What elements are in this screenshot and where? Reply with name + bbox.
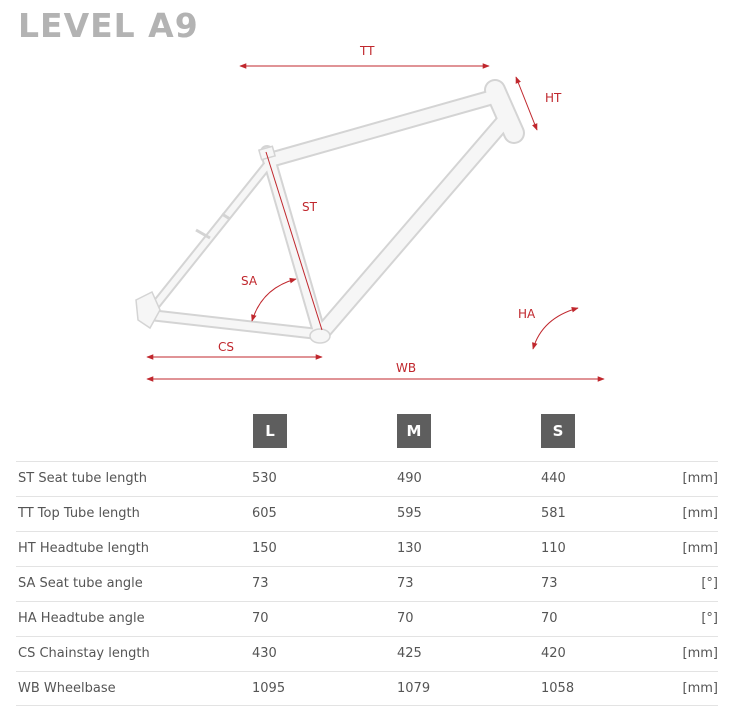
row-unit: [mm] bbox=[682, 471, 718, 486]
table-row-sa bbox=[16, 566, 718, 601]
row-unit: [mm] bbox=[682, 681, 718, 696]
ha-angle-arc bbox=[533, 308, 578, 349]
table-row-ha bbox=[16, 601, 718, 636]
row-label: HT Headtube length bbox=[18, 541, 149, 556]
sa-label: SA bbox=[241, 274, 258, 288]
value-l: 430 bbox=[252, 646, 277, 661]
table-row-tt bbox=[16, 496, 718, 531]
row-label: WB Wheelbase bbox=[18, 681, 116, 696]
row-unit: [mm] bbox=[682, 646, 718, 661]
value-s: 73 bbox=[541, 576, 558, 591]
row-label: ST Seat tube length bbox=[18, 471, 147, 486]
row-label: TT Top Tube length bbox=[18, 506, 140, 521]
value-s: 581 bbox=[541, 506, 566, 521]
size-badge-l: L bbox=[253, 414, 287, 448]
value-l: 605 bbox=[252, 506, 277, 521]
row-unit: [°] bbox=[701, 611, 718, 626]
value-s: 110 bbox=[541, 541, 566, 556]
value-l: 70 bbox=[252, 611, 269, 626]
table-row-wb bbox=[16, 671, 718, 706]
bike-frame bbox=[136, 90, 514, 343]
value-s: 1058 bbox=[541, 681, 575, 696]
cs-label: CS bbox=[218, 340, 234, 354]
size-badge-s: S bbox=[541, 414, 575, 448]
st-label: ST bbox=[302, 200, 317, 214]
value-s: 420 bbox=[541, 646, 566, 661]
sa-angle-arc bbox=[252, 279, 296, 321]
value-l: 530 bbox=[252, 471, 277, 486]
value-m: 130 bbox=[397, 541, 422, 556]
ht-label: HT bbox=[545, 91, 562, 105]
value-l: 73 bbox=[252, 576, 269, 591]
value-l: 150 bbox=[252, 541, 277, 556]
value-m: 425 bbox=[397, 646, 422, 661]
row-label: SA Seat tube angle bbox=[18, 576, 143, 591]
st-dimension-line bbox=[266, 152, 322, 330]
geometry-table bbox=[16, 461, 718, 706]
table-row-cs bbox=[16, 636, 718, 671]
value-m: 1079 bbox=[397, 681, 431, 696]
value-m: 70 bbox=[397, 611, 414, 626]
value-m: 595 bbox=[397, 506, 422, 521]
value-s: 440 bbox=[541, 471, 566, 486]
value-l: 1095 bbox=[252, 681, 286, 696]
wb-label: WB bbox=[396, 361, 417, 375]
page-title: LEVEL A9 bbox=[18, 6, 199, 45]
ha-label: HA bbox=[518, 307, 536, 321]
row-label: CS Chainstay length bbox=[18, 646, 150, 661]
value-s: 70 bbox=[541, 611, 558, 626]
value-m: 73 bbox=[397, 576, 414, 591]
row-unit: [mm] bbox=[682, 506, 718, 521]
value-m: 490 bbox=[397, 471, 422, 486]
row-unit: [°] bbox=[701, 576, 718, 591]
tt-label: TT bbox=[360, 44, 375, 58]
row-label: HA Headtube angle bbox=[18, 611, 145, 626]
size-badge-m: M bbox=[397, 414, 431, 448]
row-unit: [mm] bbox=[682, 541, 718, 556]
table-row-st bbox=[16, 461, 718, 496]
table-row-ht bbox=[16, 531, 718, 566]
